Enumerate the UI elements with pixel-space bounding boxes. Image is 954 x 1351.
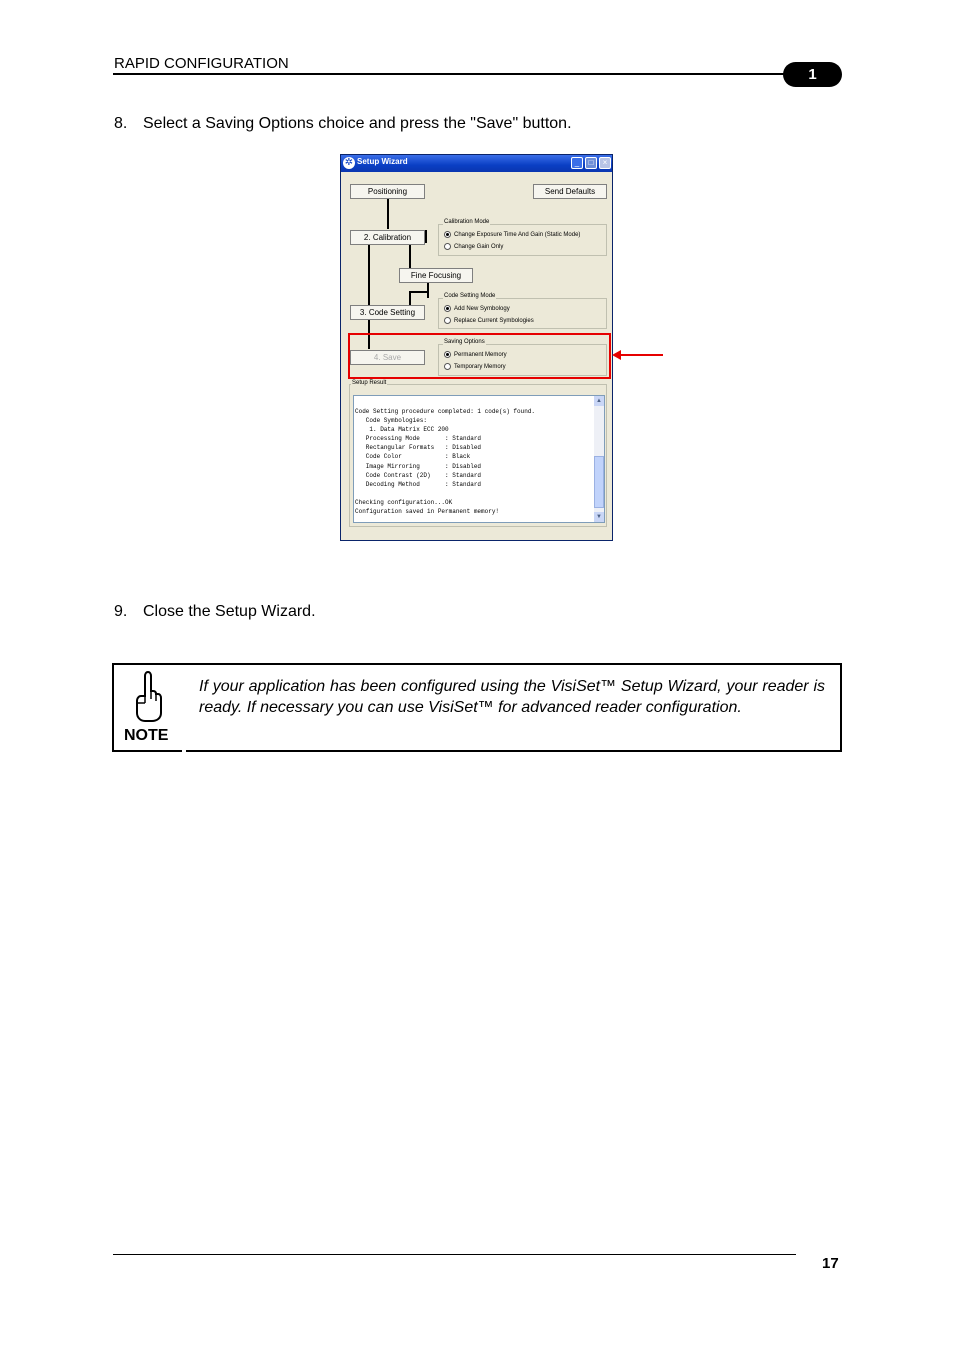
scroll-up-icon[interactable]: ▲ — [594, 396, 604, 406]
code-option-replace[interactable] — [444, 317, 534, 324]
note-label: NOTE — [124, 727, 169, 744]
scroll-thumb[interactable] — [594, 456, 604, 508]
result-log-line — [355, 489, 535, 498]
result-log-line: Image Mirroring : Disabled — [355, 462, 482, 470]
note-icon-cell — [114, 665, 182, 750]
setup-result-group — [349, 380, 607, 527]
result-log-line: Checking configuration...OK — [355, 498, 453, 506]
setup-result-log[interactable] — [353, 395, 605, 523]
connector-line — [409, 291, 429, 293]
window-titlebar — [341, 155, 612, 172]
pointer-arrow-icon — [612, 350, 621, 360]
step-text: Select a Saving Options choice and press the "Save" button. — [143, 115, 572, 132]
option-label: Change Gain Only — [454, 244, 504, 251]
code-setting-mode-title: Code Setting Mode — [444, 293, 496, 299]
section-title: RAPID CONFIGURATION — [114, 55, 289, 72]
send-defaults-button[interactable]: Send Defaults — [533, 184, 607, 199]
connector-line — [387, 199, 389, 229]
result-log-line: Code Symbologies: — [355, 417, 428, 425]
chapter-badge: 1 — [783, 62, 842, 87]
close-icon[interactable]: × — [599, 157, 611, 169]
result-log-line: Code Contrast (2D) : Standard — [355, 471, 482, 479]
step-text: Close the Setup Wizard. — [143, 603, 316, 620]
note-box — [112, 663, 842, 752]
result-log-line: Code Color : Black — [355, 453, 471, 461]
result-log-text — [355, 407, 535, 516]
pointing-hand-icon — [132, 669, 164, 723]
connector-line — [368, 245, 370, 307]
calibration-mode-group — [438, 219, 607, 256]
app-icon: ✲ — [344, 157, 354, 168]
step-number: 8. — [114, 115, 128, 132]
result-log-line: Decoding Method : Standard — [355, 480, 482, 488]
maximize-icon[interactable]: □ — [585, 157, 597, 169]
minimize-icon[interactable]: _ — [571, 157, 583, 169]
header-rule — [113, 73, 803, 75]
result-log-line: Processing Mode : Standard — [355, 435, 482, 443]
code-option-add[interactable] — [444, 305, 510, 312]
saving-options-highlight — [348, 333, 611, 379]
saving-options-title: Saving Options — [444, 339, 485, 345]
calibration-option-gain[interactable] — [444, 243, 503, 250]
option-label: Add New Symbology — [454, 306, 510, 313]
radio-selected-icon[interactable] — [444, 231, 451, 238]
note-text: If your application has been configured using the VisiSet™ Setup Wizard, your reader is ready. If necessary you can use VisiSet™ for advanced reader configuration. — [199, 678, 825, 716]
note-border-gap — [182, 748, 186, 754]
scrollbar[interactable] — [594, 396, 604, 522]
code-setting-mode-group — [438, 293, 607, 329]
calibration-mode-title: Calibration Mode — [444, 219, 490, 225]
code-setting-button[interactable]: 3. Code Setting — [350, 305, 425, 320]
radio-icon[interactable] — [444, 243, 451, 250]
calibration-option-exposure[interactable] — [444, 231, 580, 238]
option-label: Permanent Memory — [454, 352, 507, 359]
window-title: Setup Wizard — [357, 157, 408, 166]
option-label: Replace Current Symbologies — [454, 318, 534, 325]
option-label: Change Exposure Time And Gain (Static Mode) — [454, 232, 581, 239]
step-9 — [114, 603, 316, 621]
step-8 — [114, 115, 572, 133]
pointer-arrow-line — [620, 354, 663, 356]
result-log-line: 1. Data Matrix ECC 200 — [355, 426, 449, 434]
scroll-down-icon[interactable]: ▼ — [594, 512, 604, 522]
result-log-line: Rectangular Formats : Disabled — [355, 444, 482, 452]
calibration-button[interactable]: 2. Calibration — [350, 230, 425, 245]
footer-rule — [113, 1254, 796, 1255]
step-number: 9. — [114, 603, 128, 620]
result-log-line: Configuration saved in Permanent memory! — [355, 508, 500, 516]
radio-selected-icon[interactable] — [444, 305, 451, 312]
radio-icon[interactable] — [444, 317, 451, 324]
positioning-button[interactable]: Positioning — [350, 184, 425, 199]
fine-focusing-button[interactable]: Fine Focusing — [399, 268, 473, 283]
connector-line — [409, 241, 411, 268]
result-log-line: Code Setting procedure completed: 1 code(s) found. — [355, 408, 536, 415]
page-number: 17 — [822, 1255, 839, 1272]
save-button[interactable]: 4. Save — [350, 350, 425, 365]
connector-line — [409, 291, 411, 305]
setup-result-title: Setup Result — [352, 380, 387, 386]
option-label: Temporary Memory — [454, 364, 506, 371]
